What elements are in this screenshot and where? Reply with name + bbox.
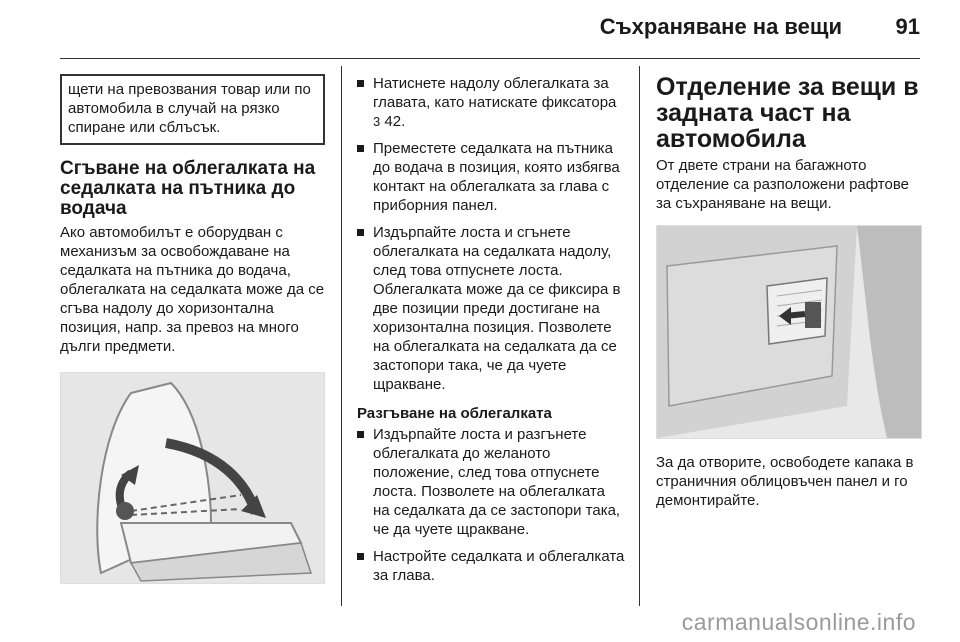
seat-figure — [60, 372, 325, 584]
bullet-icon — [357, 431, 364, 438]
step-text: Преместете седалката на пътника до водача в позиция, която избягва контакт на облегалката за глава с приборния панел. — [373, 140, 620, 214]
column-divider-1 — [341, 66, 342, 606]
page-number: 91 — [895, 14, 920, 39]
section-title-fold-seat: Сгъване на облегалката на седалката на пътника до водача — [60, 158, 316, 219]
note-text: щети на превозвания товар или по автомобила в случай на рязко спиране или сблъсък. — [68, 81, 311, 136]
column-divider-2 — [639, 66, 640, 606]
page-reference[interactable]: 42. — [384, 113, 406, 130]
step-text: Издърпайте лоста и разгънете облегалката до желаното положение, след това отпуснете лоста. Позволете на облегалката на седалката да се застопори така, че да чуете щракване. — [373, 426, 621, 538]
column-2 — [357, 74, 625, 593]
fold-steps-list — [357, 74, 625, 394]
header-rule — [60, 58, 920, 59]
list-item — [357, 139, 625, 215]
list-item — [357, 547, 625, 585]
bullet-icon — [357, 229, 364, 236]
warning-note-box — [60, 74, 325, 145]
step-text: Настройте седалката и облегалката за глава. — [373, 548, 625, 584]
list-item — [357, 223, 625, 394]
list-item — [357, 74, 625, 131]
storage-figure — [656, 225, 922, 439]
step-text: Натиснете надолу облегалката за главата, като натискате фиксатора — [373, 75, 617, 111]
column-1 — [60, 74, 325, 584]
unfold-steps-list — [357, 425, 625, 585]
section-body-storage: От двете страни на багажното отделение са разположени рафтове за съхраняване на вещи. — [656, 157, 909, 212]
bullet-icon — [357, 80, 364, 87]
seat-illustration — [61, 373, 324, 583]
subheading-unfold: Разгъване на облегалката — [357, 405, 552, 422]
section-title-storage: Отделение за вещи в задната част на автомобила — [656, 73, 919, 153]
step-text: Издърпайте лоста и сгънете облегалката на седалката надолу, след това отпуснете лоста. Облегалката може да се фиксира в две позиции преди достигане на хоризонтална позиция. Позволете на облегалката на седалката да се застопори така, че да чуете щракване. — [373, 224, 621, 393]
list-item — [357, 425, 625, 539]
bullet-icon — [357, 553, 364, 560]
section-body-fold-seat: Ако автомобилът е оборудван с механизъм за освобождаване на седалката на пътника до водача, облегалката на седалката може да се сгъва надолу до хоризонтална позиция, напр. за превоз на много дълги предмети. — [60, 224, 325, 355]
page-reference-icon: 3 — [373, 114, 381, 129]
header-title: Съхраняване на вещи — [599, 14, 842, 39]
section-body-storage-open: За да отворите, освободете капака в страничния облицовъчен панел и го демонтирайте. — [656, 454, 914, 509]
watermark: carmanualsonline.info — [681, 609, 916, 635]
column-3 — [656, 74, 922, 510]
storage-illustration — [657, 226, 921, 438]
bullet-icon — [357, 145, 364, 152]
